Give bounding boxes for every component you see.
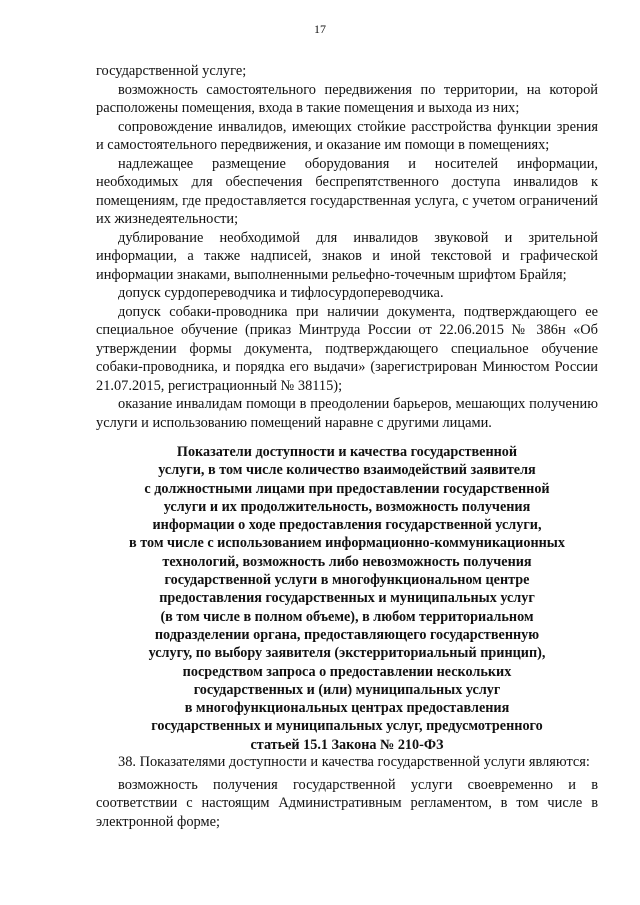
paragraph-equipment: надлежащее размещение оборудования и носителей информации, необходимых для обеспечения беспрепятственного доступа инвалидов к помещениям, где предоставляется государственная услуга, с учетом ограничений их жизнедеятельности; [96, 155, 598, 227]
heading-line: услуги, в том числе количество взаимодействий заявителя [158, 462, 536, 479]
paragraph-continuation: государственной услуге; [96, 63, 247, 79]
paragraph-timely-service: возможность получения государственной услуги своевременно и в соответствии с настоящим Административным регламентом, в том числе в электронной форме; [96, 776, 598, 830]
heading-line: Показатели доступности и качества государственной [176, 444, 518, 460]
heading-line: услугу, по выбору заявителя (экстерриториальный принцип), [148, 645, 546, 662]
heading-line: предоставления государственных и муниципальных услуг [159, 590, 535, 607]
page-number: 17 [314, 22, 326, 36]
paragraph-interpreter: допуск сурдопереводчика и тифлосурдопереводчика. [118, 285, 444, 301]
paragraph-barriers: оказание инвалидам помощи в преодолении барьеров, мешающих получению услуги и использованию помещений наравне с другими лицами. [96, 396, 598, 431]
heading-line: подразделении органа, предоставляющего государственную [154, 626, 540, 643]
heading-line: (в том числе в полном объеме), в любом территориальном [160, 608, 534, 625]
heading-line: услуги и их продолжительность, возможность получения [163, 498, 531, 515]
top-text-block [96, 62, 598, 432]
section-heading [96, 443, 598, 754]
paragraph-mobility: возможность самостоятельного передвижения по территории, на которой расположены помещения, входа в такие помещения и выхода из них; [96, 81, 598, 116]
heading-line: в многофункциональных центрах предоставления [184, 700, 510, 717]
bottom-text-block [96, 753, 598, 831]
paragraph-braille: дублирование необходимой для инвалидов звуковой и зрительной информации, а также надписей, знаков и иной текстовой и графической информации знаками, выполненными рельефно-точечным шрифтом Брайля; [96, 229, 598, 283]
paragraph-item-38: 38. Показателями доступности и качества государственной услуги являются: [118, 754, 590, 770]
paragraph-escort: сопровождение инвалидов, имеющих стойкие расстройства функции зрения и самостоятельного передвижения, и оказание им помощи в помещениях; [96, 118, 598, 153]
heading-line: информации о ходе предоставления государственной услуги, [152, 517, 542, 534]
heading-line: государственных и (или) муниципальных услуг [193, 681, 501, 698]
heading-line: статьей 15.1 Закона № 210-ФЗ [250, 736, 444, 753]
heading-line: посредством запроса о предоставлении нескольких [182, 663, 512, 680]
heading-line: государственной услуги в многофункциональном центре [164, 572, 530, 589]
heading-line: технологий, возможность либо невозможность получения [162, 553, 532, 570]
heading-line: в том числе с использованием информационно-коммуникационных [129, 535, 565, 552]
heading-line: государственных и муниципальных услуг, предусмотренного [151, 718, 543, 735]
heading-line: с должностными лицами при предоставлении государственной [144, 480, 550, 497]
paragraph-guide-dog: допуск собаки-проводника при наличии документа, подтверждающего ее специальное обучение (приказ Минтруда России от 22.06.2015 № 386н «Об утверждении формы документа, подтверждающего специальное обучение собаки-проводника, и порядка его выдачи» (зарегистрирован Минюстом России 21.07.2015, регистрационный № 38115); [96, 303, 598, 394]
